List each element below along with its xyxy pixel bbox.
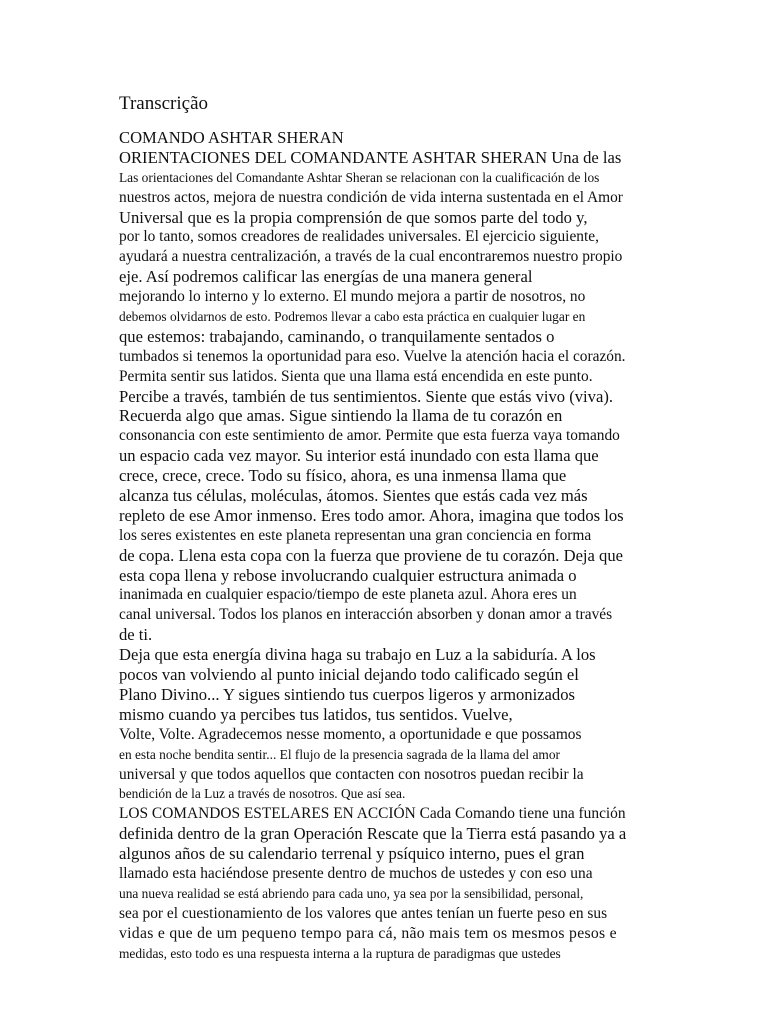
transcript-line: pocos van volviendo al punto inicial dejando todo calificado según el: [119, 665, 579, 685]
transcript-line: vidas e que de um pequeno tempo para cá, não mais tem os mesmos pesos e: [119, 924, 617, 942]
transcript-line: Universal que es la propia comprensión de que somos parte del todo y,: [119, 207, 588, 227]
transcript-line: universal y que todos aquellos que contacten con nosotros puedan recibir la: [119, 765, 584, 783]
transcript-line: debemos olvidarnos de esto. Podremos llevar a cabo esta práctica en cualquier lugar en: [119, 309, 586, 325]
transcript-line: bendición de la Luz a través de nosotros. Que así sea.: [119, 786, 406, 802]
transcript-line: LOS COMANDOS ESTELARES EN ACCIÓN Cada Comando tiene una función: [119, 805, 626, 823]
transcript-line: Deja que esta energía divina haga su trabajo en Luz a la sabiduría. A los: [119, 645, 596, 665]
transcript-line: Permita sentir sus latidos. Sienta que una llama está encendida en este punto.: [119, 367, 593, 385]
transcript-line: Percibe a través, también de tus sentimientos. Siente que estás vivo (viva).: [119, 386, 613, 406]
page-title: Transcrição: [119, 93, 208, 114]
transcript-line: ayudará a nuestra centralización, a través de la cual encontraremos nuestro propio: [119, 248, 623, 266]
transcript-line: ORIENTACIONES DEL COMANDANTE ASHTAR SHERAN Una de las: [119, 147, 622, 167]
transcript-line: esta copa llena y rebose involucrando cualquier estructura animada o: [119, 565, 577, 585]
transcript-line: eje. Así podremos calificar las energías de una manera general: [119, 267, 533, 287]
transcript-line: que estemos: trabajando, caminando, o tranquilamente sentados o: [119, 326, 555, 346]
transcript-line: Plano Divino... Y sigues sintiendo tus cuerpos ligeros y armonizados: [119, 684, 575, 704]
transcript-line: consonancia con este sentimiento de amor. Permite que esta fuerza vaya tomando: [119, 427, 620, 445]
transcript-line: Las orientaciones del Comandante Ashtar Sheran se relacionan con la cualificación de los: [119, 169, 600, 185]
transcript-body: [119, 128, 699, 963]
transcript-line: alcanza tus células, moléculas, átomos. Sientes que estás cada vez más: [119, 486, 588, 506]
transcript-line: un espacio cada vez mayor. Su interior está inundado con esta llama que: [119, 446, 599, 466]
transcript-line: tumbados si tenemos la oportunidad para eso. Vuelve la atención hacia el corazón.: [119, 347, 626, 365]
transcript-line: por lo tanto, somos creadores de realidades universales. El ejercicio siguiente,: [119, 228, 599, 246]
transcript-line: canal universal. Todos los planos en interacción absorben y donan amor a través: [119, 606, 613, 624]
transcript-line: Recuerda algo que amas. Sigue sintiendo la llama de tu corazón en: [119, 406, 563, 426]
transcript-line: repleto de ese Amor inmenso. Eres todo amor. Ahora, imagina que todos los: [119, 505, 624, 525]
transcript-line: sea por el cuestionamiento de los valores que antes tenían un fuerte peso en sus: [119, 904, 608, 922]
transcript-line: los seres existentes en este planeta representan una gran conciencia en forma: [119, 526, 592, 544]
transcript-line: definida dentro de la gran Operación Rescate que la Tierra está pasando ya a: [119, 824, 627, 844]
transcript-line: crece, crece, crece. Todo su físico, ahora, es una inmensa llama que: [119, 466, 567, 486]
transcript-line: de copa. Llena esta copa con la fuerza que proviene de tu corazón. Deja que: [119, 545, 624, 565]
transcript-line: medidas, esto todo es una respuesta interna a la ruptura de paradigmas que ustedes: [119, 945, 561, 961]
transcript-line: mismo cuando ya percibes tus latidos, tus sentidos. Vuelve,: [119, 704, 513, 724]
transcript-line: una nueva realidad se está abriendo para cada uno, ya sea por la sensibilidad, personal,: [119, 885, 584, 901]
transcript-line: mejorando lo interno y lo externo. El mundo mejora a partir de nosotros, no: [119, 288, 586, 306]
transcript-line: llamado esta haciéndose presente dentro de muchos de ustedes y con eso una: [119, 864, 593, 882]
transcript-line: en esta noche bendita sentir... El flujo de la presencia sagrada de la llama del amor: [119, 746, 560, 762]
transcript-line: Volte, Volte. Agradecemos nesse momento, a oportunidade e que possamos: [119, 725, 582, 743]
transcript-line: de ti.: [119, 625, 153, 645]
transcript-line: algunos años de su calendario terrenal y psíquico interno, pues el gran: [119, 844, 585, 864]
transcript-line: inanimada en cualquier espacio/tiempo de este planeta azul. Ahora eres un: [119, 586, 577, 604]
transcript-line: nuestros actos, mejora de nuestra condición de vida interna sustentada en el Amor: [119, 188, 623, 206]
transcript-line: COMANDO ASHTAR SHERAN: [119, 128, 344, 147]
